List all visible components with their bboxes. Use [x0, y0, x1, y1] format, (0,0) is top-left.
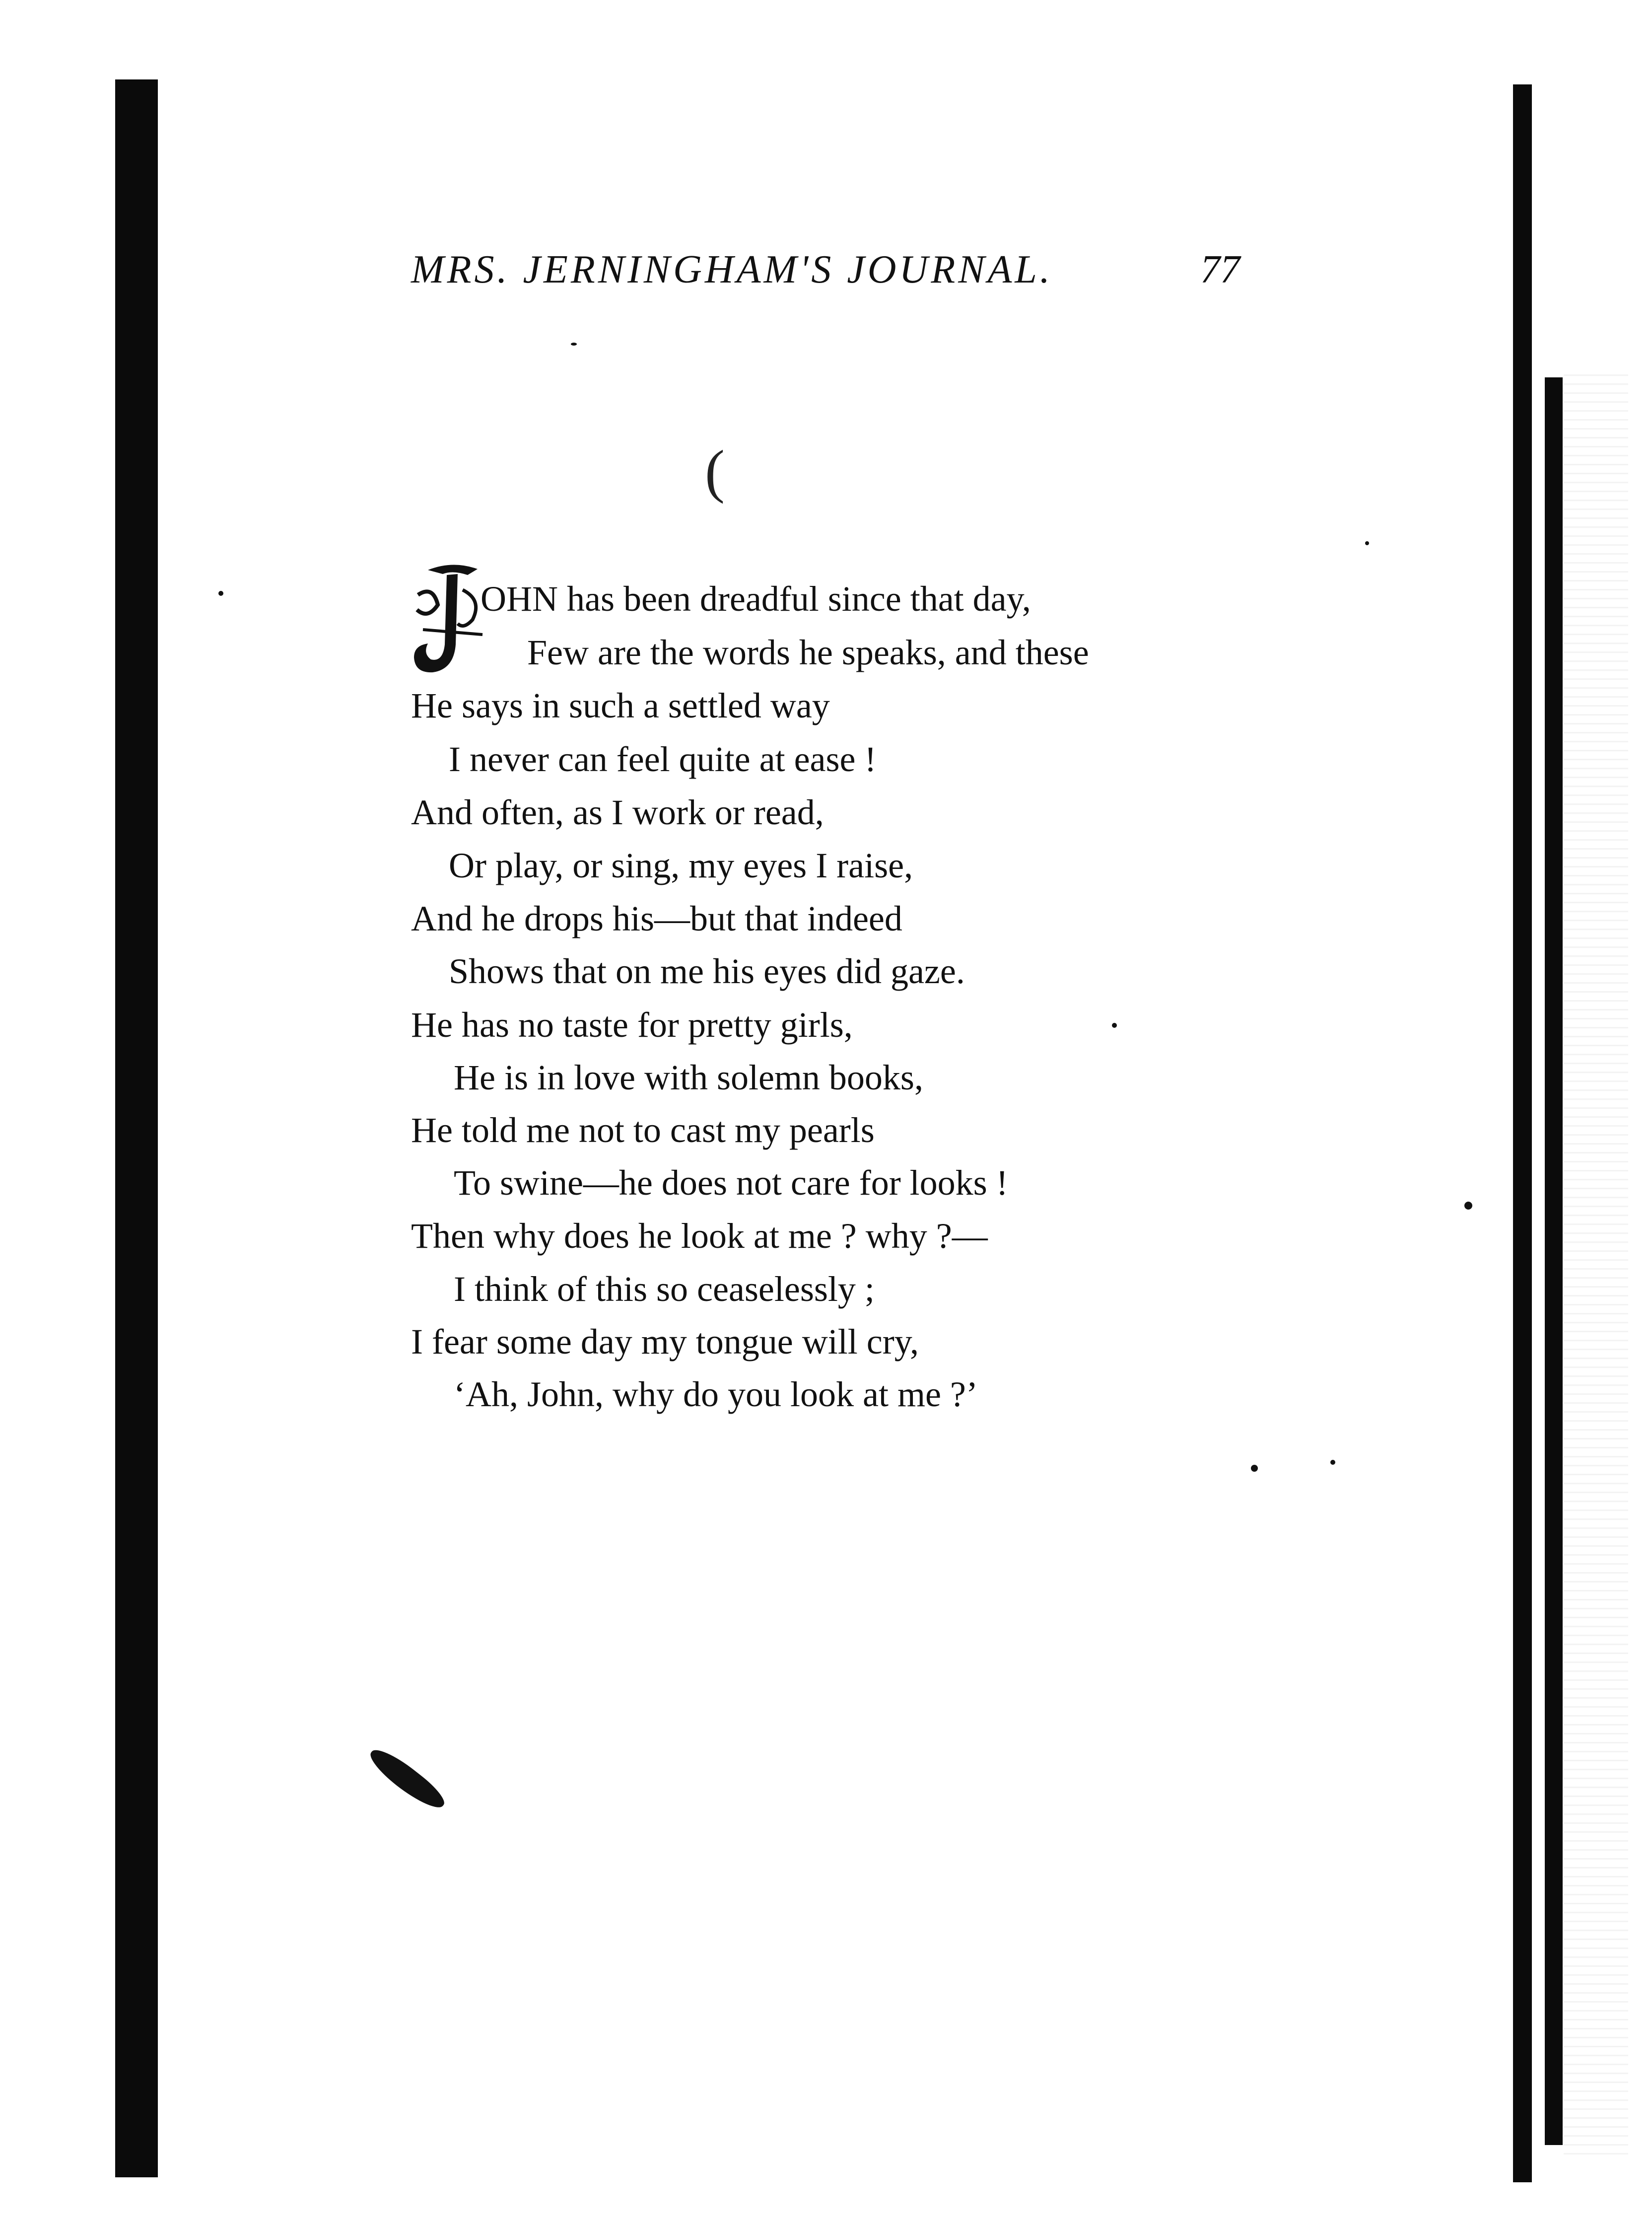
- ink-speck: [1112, 1023, 1117, 1028]
- ink-speck: [1330, 1460, 1335, 1465]
- scan-left-edge: [115, 79, 158, 2177]
- page-number: 77: [1200, 248, 1240, 291]
- ink-speck: [1464, 1202, 1472, 1210]
- poem-line-4: I never can feel quite at ease !: [449, 739, 877, 779]
- scan-right-edge-inner: [1545, 377, 1563, 2145]
- poem-line-15: I fear some day my tongue will cry,: [411, 1322, 919, 1362]
- scan-page-stack: [1564, 367, 1628, 2155]
- poem-line-8: Shows that on me his eyes did gaze.: [449, 951, 965, 991]
- poem-line-5: And often, as I work or read,: [411, 792, 824, 832]
- ink-speck: [1365, 541, 1369, 545]
- poem-line-1: OHN has been dreadful since that day,: [481, 579, 1031, 619]
- poem-line-3: He says in such a settled way: [411, 686, 830, 725]
- poem-line-9: He has no taste for pretty girls,: [411, 1005, 853, 1045]
- stray-mark: (: [705, 438, 725, 504]
- poem-line-16: ‘Ah, John, why do you look at me ?’: [454, 1374, 978, 1414]
- poem-line-11: He told me not to cast my pearls: [411, 1110, 875, 1150]
- poem-line-7: And he drops his—but that indeed: [411, 899, 902, 938]
- poem-line-6: Or play, or sing, my eyes I raise,: [449, 846, 913, 885]
- drop-cap-letter: J: [446, 602, 454, 624]
- ink-speck: [1251, 1465, 1258, 1472]
- ink-speck: [571, 343, 577, 346]
- poem-line-2: Few are the words he speaks, and these: [527, 633, 1089, 672]
- poem-line-14: I think of this so ceaselessly ;: [454, 1269, 875, 1309]
- scan-right-edge: [1513, 84, 1532, 2182]
- drop-cap-ornament: [408, 560, 491, 679]
- poem-line-13: Then why does he look at me ? why ?—: [411, 1216, 988, 1256]
- poem-line-10: He is in love with solemn books,: [454, 1058, 923, 1097]
- poem-line-12: To swine—he does not care for looks !: [454, 1163, 1008, 1203]
- ink-smudge: [365, 1742, 449, 1815]
- ink-speck: [218, 591, 223, 596]
- running-title: MRS. JERNINGHAM'S JOURNAL.: [411, 248, 1053, 291]
